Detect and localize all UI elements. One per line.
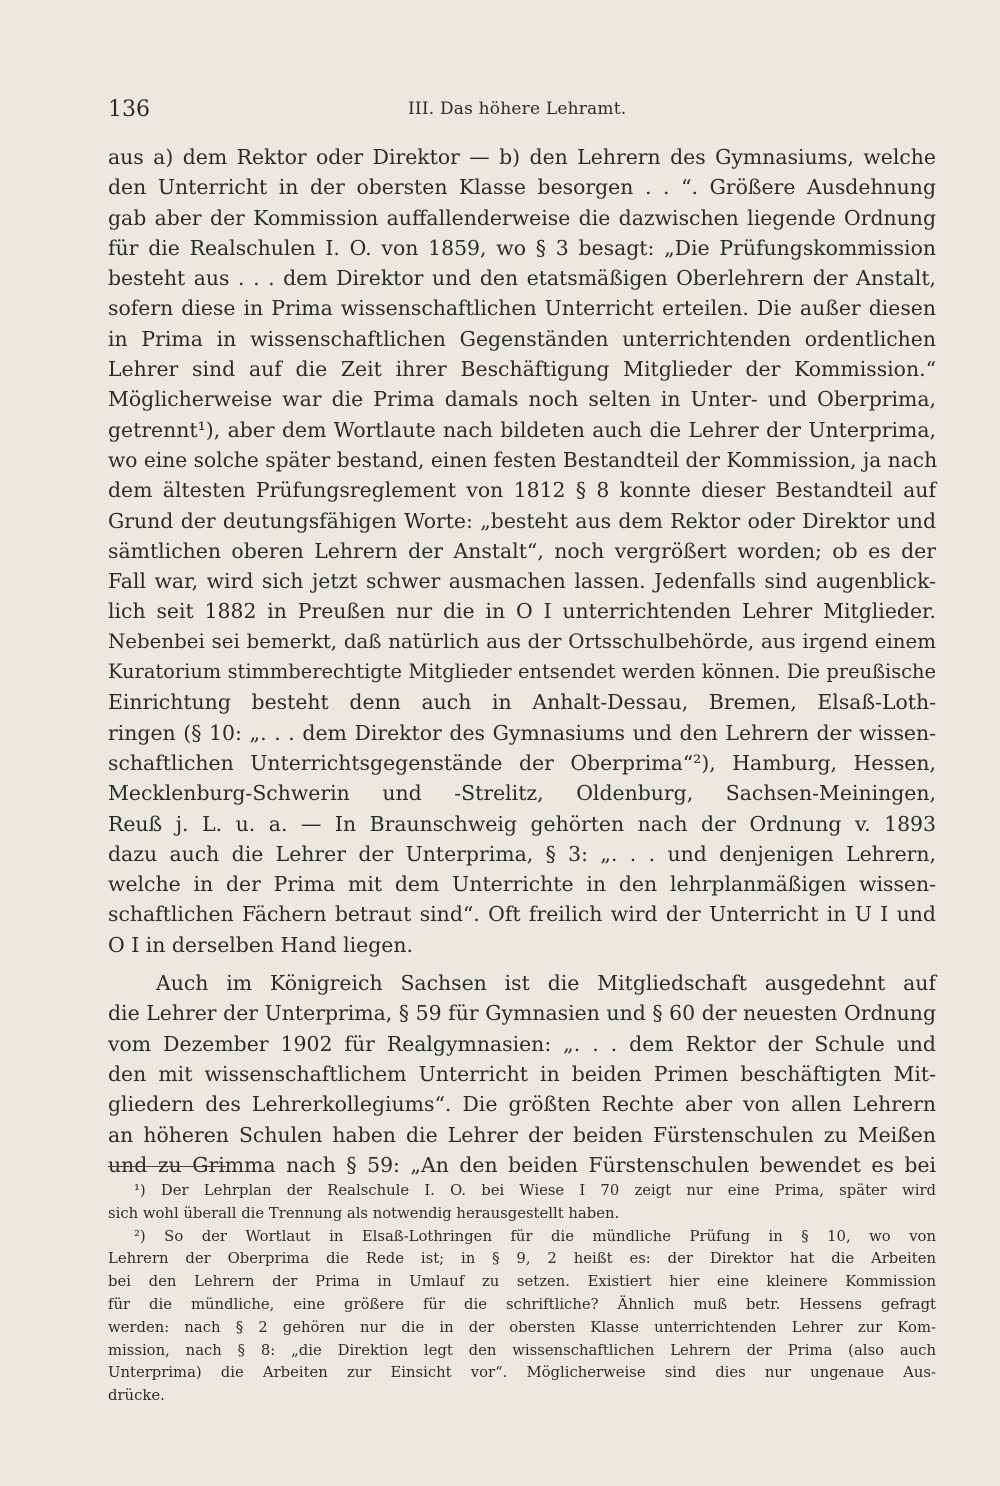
text-line: Grund der deutungsfähigen Worte: „besteht aus dem Rektor oder Direktor und <box>108 508 936 533</box>
footnote-line: sich wohl überall die Trennung als notwendig herausgestellt haben. <box>108 1204 620 1222</box>
text-line: getrennt¹), aber dem Wortlaute nach bildeten auch die Lehrer der Unterprima, <box>108 417 936 442</box>
text-line: den mit wissenschaftlichem Unterricht in beiden Primen beschäftigten Mit- <box>108 1061 936 1086</box>
text-line: lich seit 1882 in Preußen nur die in O I unterrichtenden Lehrer Mitglieder. <box>108 599 936 624</box>
text-line: Mecklenburg-Schwerin und -Strelitz, Oldenburg, Sachsen-Meiningen, <box>108 781 936 806</box>
page-header <box>108 97 936 127</box>
running-title: III. Das höhere Lehramt. <box>408 99 627 119</box>
text-line: für die Realschulen I. O. von 1859, wo § 3 besagt: „Die Prüfungskommission <box>108 235 936 260</box>
text-line: gab aber der Kommission auffallenderweise die dazwischen liegende Ordnung <box>108 205 936 230</box>
main-text <box>108 142 936 1180</box>
footnote-line: für die mündliche, eine größere für die schriftliche? Ähnlich muß betr. Hessens gefragt <box>108 1295 936 1313</box>
text-line: sämtlichen oberen Lehrern der Anstalt“, noch vergrößert worden; ob es der <box>108 538 936 563</box>
footnote-line: Unterprima) die Arbeiten zur Einsicht vor“. Möglicherweise sind dies nur ungenaue Aus- <box>108 1364 936 1382</box>
footnote-line: ²) So der Wortlaut in Elsaß-Lothringen für die mündliche Prüfung in § 10, wo von <box>134 1227 936 1245</box>
text-line: dem ältesten Prüfungsreglement von 1812 § 8 konnte dieser Bestandteil auf <box>108 478 936 503</box>
text-line: Reuß j. L. u. a. — In Braunschweig gehörten nach der Ordnung v. 1893 <box>108 811 936 836</box>
text-line: Fall war, wird sich jetzt schwer ausmachen lassen. Jedenfalls sind augenblick- <box>108 569 936 594</box>
text-line: dazu auch die Lehrer der Unterprima, § 3: „. . . und denjenigen Lehrern, <box>108 841 936 866</box>
footnote-line: mission, nach § 8: „die Direktion legt den wissenschaftlichen Lehrern der Prima (also auch <box>108 1341 936 1359</box>
footnote-line: bei den Lehrern der Prima in Umlauf zu setzen. Existiert hier eine kleinere Kommission <box>108 1273 936 1291</box>
text-line: Nebenbei sei bemerkt, daß natürlich aus der Ortsschulbehörde, aus irgend einem <box>108 629 936 653</box>
text-line: O I in derselben Hand liegen. <box>108 932 413 957</box>
text-line: an höheren Schulen haben die Lehrer der beiden Fürstenschulen zu Meißen <box>108 1122 936 1147</box>
text-line: und zu Grimma nach § 59: „An den beiden Fürstenschulen bewendet es bei <box>108 1152 936 1177</box>
footnotes <box>108 1180 936 1408</box>
text-line: wo eine solche später bestand, einen festen Bestandteil der Kommission, ja nach <box>108 447 938 472</box>
text-line: sofern diese in Prima wissenschaftlichen Unterricht erteilen. Die außer diesen <box>108 296 936 321</box>
text-line: welche in der Prima mit dem Unterrichte in den lehrplanmäßigen wissen- <box>108 872 936 897</box>
text-line: vom Dezember 1902 für Realgymnasien: „. . . dem Rektor der Schule und <box>108 1031 936 1056</box>
text-line: schaftlichen Unterrichtsgegenstände der Oberprima“²), Hamburg, Hessen, <box>108 750 936 775</box>
page-number: 136 <box>108 97 150 122</box>
text-line: in Prima in wissenschaftlichen Gegenständen unterrichtenden ordentlichen <box>108 326 936 351</box>
footnote-line: werden: nach § 2 gehören nur die in der obersten Klasse unterrichtenden Lehrer zur Kom- <box>108 1318 936 1336</box>
footnote-line: Lehrern der Oberprima die Rede ist; in § 9, 2 heißt es: der Direktor hat die Arbeiten <box>108 1250 936 1268</box>
text-line: schaftlichen Fächern betraut sind“. Oft freilich wird der Unterricht in U I und <box>108 902 936 927</box>
text-line: gliedern des Lehrerkollegiums“. Die größten Rechte aber von allen Lehrern <box>108 1092 936 1117</box>
footnote-divider <box>108 1166 226 1167</box>
text-line: Auch im Königreich Sachsen ist die Mitgliedschaft ausgedehnt auf <box>156 971 936 996</box>
text-line: ringen (§ 10: „. . . dem Direktor des Gymnasiums und den Lehrern der wissen- <box>108 720 936 745</box>
text-line: besteht aus . . . dem Direktor und den etatsmäßigen Oberlehrern der Anstalt, <box>108 266 936 291</box>
text-line: die Lehrer der Unterprima, § 59 für Gymnasien und § 60 der neuesten Ordnung <box>108 1001 936 1026</box>
footnote-line: ¹) Der Lehrplan der Realschule I. O. bei Wiese I 70 zeigt nur eine Prima, später wird <box>134 1182 936 1199</box>
text-line: den Unterricht in der obersten Klasse besorgen . . “. Größere Ausdehnung <box>108 175 936 200</box>
text-line: Kuratorium stimmberechtigte Mitglieder entsendet werden können. Die preußische <box>108 660 936 684</box>
footnote-line: drücke. <box>108 1387 165 1405</box>
text-line: Lehrer sind auf die Zeit ihrer Beschäftigung Mitglieder der Kommission.“ <box>108 357 936 382</box>
text-line: Einrichtung besteht denn auch in Anhalt-Dessau, Bremen, Elsaß-Loth- <box>108 690 936 715</box>
text-line: aus a) dem Rektor oder Direktor — b) den Lehrern des Gymnasiums, welche <box>108 145 936 169</box>
text-line: Möglicherweise war die Prima damals noch selten in Unter- und Oberprima, <box>108 387 936 412</box>
